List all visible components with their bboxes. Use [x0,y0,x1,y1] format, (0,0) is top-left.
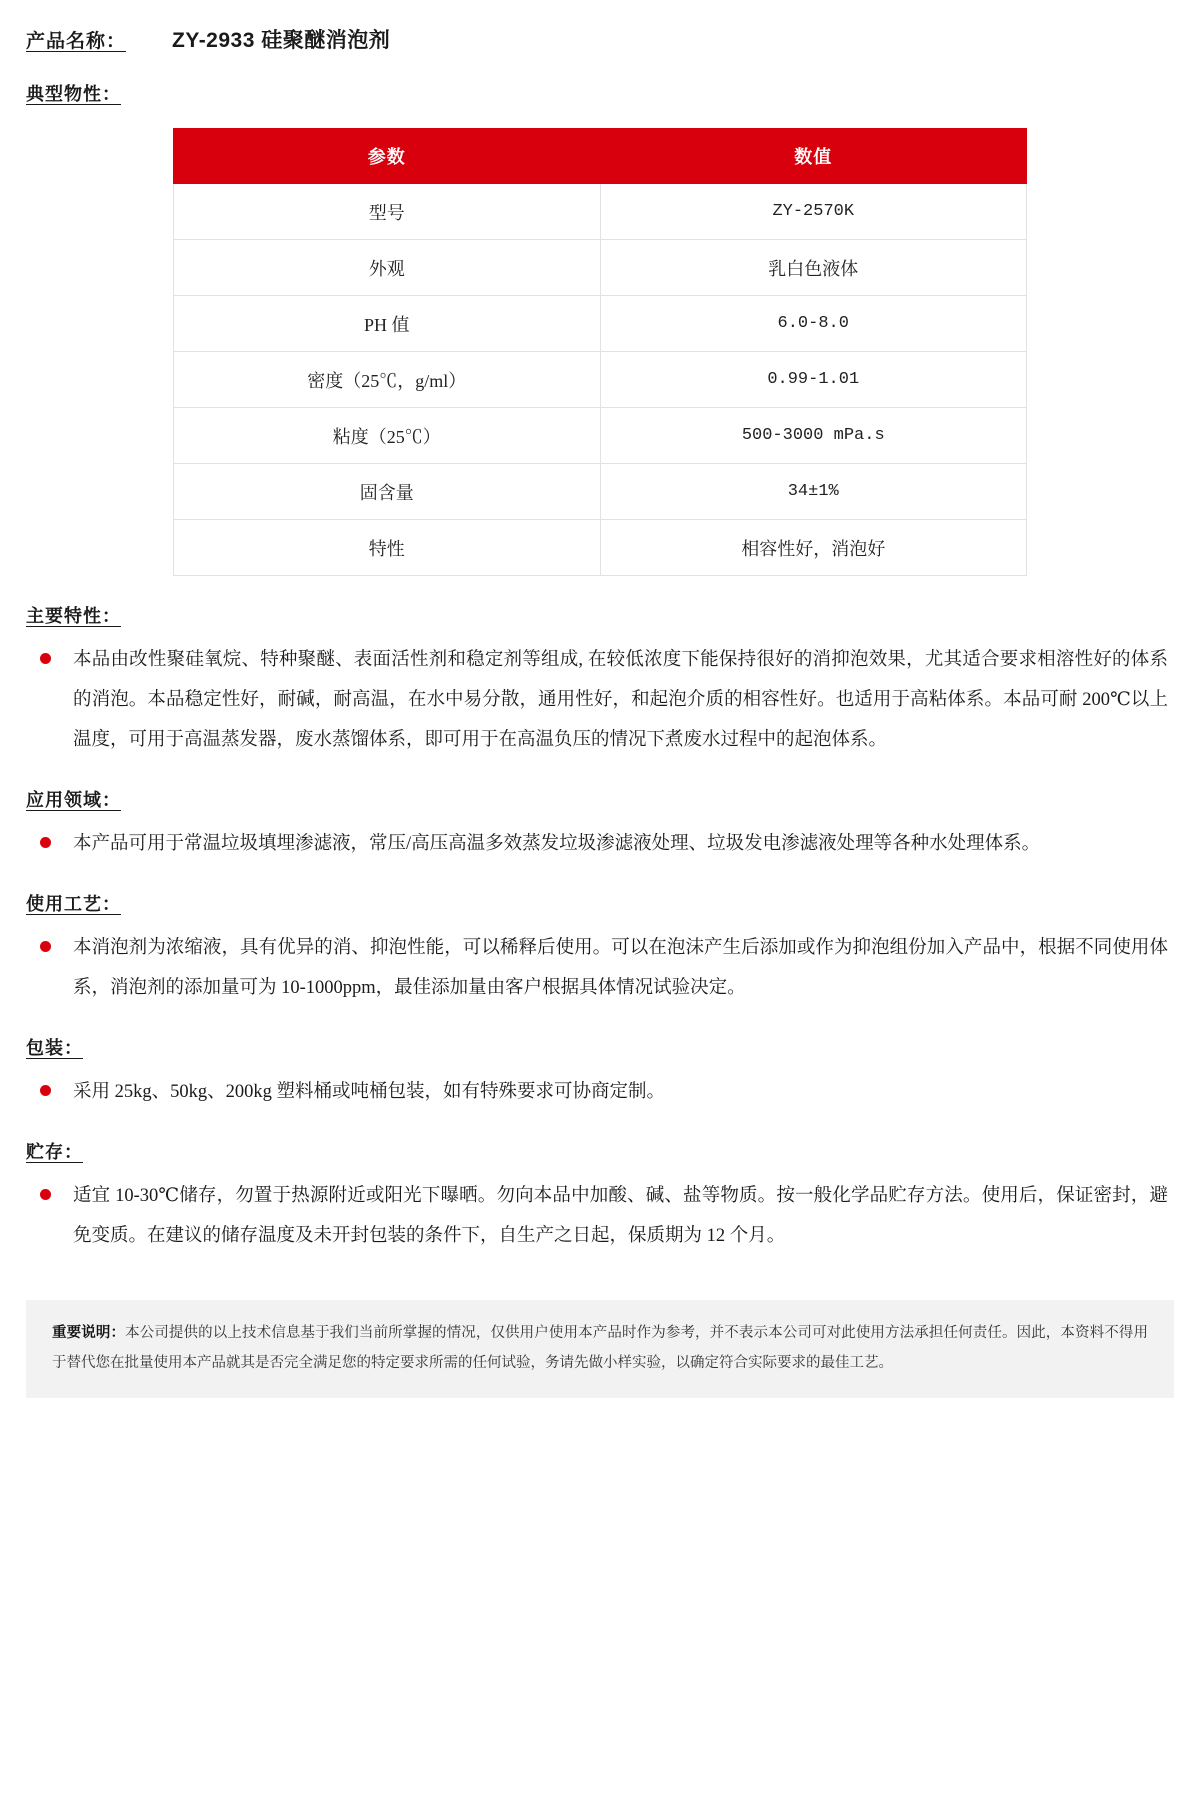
properties-table-wrapper [26,128,1174,576]
product-name-label: 产品名称： [26,31,127,52]
product-title-row [26,24,1174,54]
table-cell-parameter: 固含量 [174,464,601,520]
section-heading-packaging: 包装： [26,1038,83,1058]
bullet-text-application: 本产品可用于常温垃圾填埋渗滤液，常压/高压高温多效蒸发垃圾渗滤液处理、垃圾发电渗滤液处理等各种水处理体系。 [73,834,1041,854]
disclaimer-label: 重要说明： [52,1325,126,1341]
table-cell-parameter: PH 值 [174,296,601,352]
table-row [174,464,1027,520]
table-header-parameter: 参数 [174,129,601,184]
bullet-item-usage [26,928,1174,1008]
table-cell-value: ZY-2570K [600,184,1027,240]
table-header-row [174,129,1027,184]
properties-table [173,128,1027,576]
section-heading-application: 应用领域： [26,790,121,810]
table-cell-parameter: 密度（25℃，g/ml） [174,352,601,408]
table-cell-parameter: 特性 [174,520,601,576]
section-heading-typical-properties: 典型物性： [26,84,121,104]
table-row [174,408,1027,464]
table-cell-parameter: 型号 [174,184,601,240]
table-cell-parameter: 粘度（25℃） [174,408,601,464]
table-cell-parameter: 外观 [174,240,601,296]
table-cell-value: 相容性好，消泡好 [600,520,1027,576]
section-heading-main-features: 主要特性： [26,606,121,626]
bullet-item-storage [26,1176,1174,1256]
product-name-value: ZY-2933 硅聚醚消泡剂 [172,29,391,52]
table-header-value: 数值 [600,129,1027,184]
table-cell-value: 0.99-1.01 [600,352,1027,408]
table-row [174,520,1027,576]
bullet-item-application [26,824,1174,864]
bullet-dot-icon [40,1189,51,1200]
disclaimer-text: 本公司提供的以上技术信息基于我们当前所掌握的情况，仅供用户使用本产品时作为参考，并不表示本公司可对此使用方法承担任何责任。因此，本资料不得用于替代您在批量使用本产品就其是否完全满足您的特定要求所需的任何试验，务请先做小样实验，以确定符合实际要求的最佳工艺。 [52,1325,1148,1371]
bullet-text-packaging: 采用 25kg、50kg、200kg 塑料桶或吨桶包装，如有特殊要求可协商定制。 [73,1082,666,1102]
bullet-item-main-features [26,640,1174,760]
bullet-item-packaging [26,1072,1174,1112]
disclaimer-box [26,1300,1174,1398]
table-cell-value: 6.0-8.0 [600,296,1027,352]
bullet-dot-icon [40,837,51,848]
section-heading-storage: 贮存： [26,1142,83,1162]
table-row [174,352,1027,408]
bullet-dot-icon [40,941,51,952]
table-cell-value: 乳白色液体 [600,240,1027,296]
section-heading-usage: 使用工艺： [26,894,121,914]
table-cell-value: 34±1% [600,464,1027,520]
bullet-text-usage: 本消泡剂为浓缩液，具有优异的消、抑泡性能，可以稀释后使用。可以在泡沫产生后添加或作为抑泡组份加入产品中，根据不同使用体系，消泡剂的添加量可为 10-1000ppm，最佳添加量由客户根据具体情况试验决定。 [73,938,1168,998]
bullet-dot-icon [40,1085,51,1096]
table-row [174,184,1027,240]
bullet-text-storage: 适宜 10-30℃储存，勿置于热源附近或阳光下曝晒。勿向本品中加酸、碱、盐等物质。按一般化学品贮存方法。使用后，保证密封，避免变质。在建议的储存温度及未开封包装的条件下，自生产之日起，保质期为 12 个月。 [73,1186,1168,1246]
table-row [174,296,1027,352]
bullet-text-main-features: 本品由改性聚硅氧烷、特种聚醚、表面活性剂和稳定剂等组成, 在较低浓度下能保持很好的消抑泡效果，尤其适合要求相溶性好的体系的消泡。本品稳定性好，耐碱，耐高温，在水中易分散，通用性好，和起泡介质的相容性好。也适用于高粘体系。本品可耐 200℃以上温度，可用于高温蒸发器，废水蒸馏体系，即可用于在高温负压的情况下煮废水过程中的起泡体系。 [73,650,1168,750]
bullet-dot-icon [40,653,51,664]
table-row [174,240,1027,296]
table-cell-value: 500-3000 mPa.s [600,408,1027,464]
